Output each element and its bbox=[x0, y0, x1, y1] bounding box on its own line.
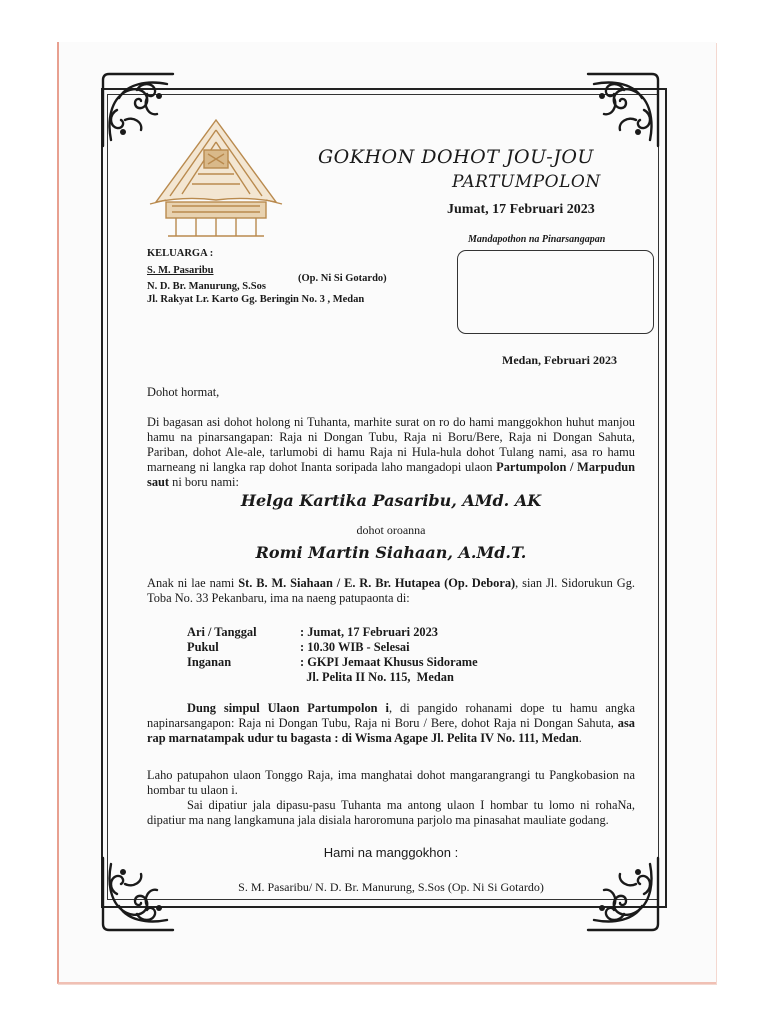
bride-name: Helga Kartika Pasaribu, AMd. AK bbox=[240, 491, 542, 510]
greeting: Dohot hormat, bbox=[147, 385, 220, 399]
event-date-header: Jumat, 17 Februari 2023 bbox=[447, 202, 595, 217]
detail-key-date: Ari / Tanggal bbox=[187, 625, 257, 639]
signature-label: Hami na manggokhon : bbox=[323, 845, 459, 860]
family-name-2: N. D. Br. Manurung, S.Sos bbox=[147, 281, 266, 292]
family-name-1: S. M. Pasaribu bbox=[147, 265, 214, 276]
batak-house-icon bbox=[146, 116, 286, 242]
invitation-title: GOKHON DOHOT JOU-JOU bbox=[318, 146, 594, 168]
detail-key-place: Inganan bbox=[187, 655, 232, 669]
detail-value-date: : Jumat, 17 Februari 2023 bbox=[300, 625, 439, 639]
family-label: KELUARGA : bbox=[147, 248, 214, 259]
family-address: Jl. Rakyat Lr. Karto Gg. Beringin No. 3 , Medan bbox=[147, 294, 365, 305]
invitation-paragraph-1: Di bagasan asi dohot holong ni Tuhanta, marhite surat on ro do hami manggokhon huhut manjou hamu na pinarsangapan: Raja ni Dongan Tubu, Raja ni Boru/Bere, Raja ni Dongan Sahuta, Pariban, dohot Ale-ale, tarlumobi di hamu Raja ni Hula-hula dohot Tulang nami, asa ro hamu marneang ni langka rap dohot Inanta soripada laho mangadopi ulaon Partumpolon / Marpudun saut ni boru nami: bbox=[147, 415, 636, 489]
corner-ornament-icon bbox=[582, 70, 664, 152]
signature-names: S. M. Pasaribu/ N. D. Br. Manurung, S.Sos (Op. Ni Si Gotardo) bbox=[238, 880, 544, 894]
invitation-subtitle: PARTUMPOLON bbox=[452, 172, 601, 192]
invitation-paragraph-2: Anak ni lae nami St. B. M. Siahaan / E. R. Br. Hutapea (Op. Debora), sian Jl. Sidorukun Gg. Toba No. 33 Pekanbaru, ima na naeng patupaonta di: bbox=[147, 576, 635, 605]
detail-key-time: Pukul bbox=[187, 640, 219, 654]
family-op-name: (Op. Ni Si Gotardo) bbox=[298, 273, 387, 284]
groom-name: Romi Martin Siahaan, A.Md.T. bbox=[255, 543, 527, 562]
invitation-paragraph-4: Laho patupahon ulaon Tonggo Raja, ima manghatai dohot mangarangrangi tu Pangkobasion na hombar tu ulaon i. Sai dipatiur jala dipasu-pasu Tuhanta ma antong ulaon I hombar tu lomo ni rohaNa, dipatiur ma nang langkamuna jala disiala haroromuna parjolo ma pinasahat mauliate godang. bbox=[147, 768, 635, 827]
detail-value-time: : 10.30 WIB - Selesai bbox=[300, 640, 410, 654]
with-text: dohot oroanna bbox=[356, 523, 426, 537]
detail-value-place-address: Jl. Pelita II No. 115, Medan bbox=[300, 670, 454, 684]
recipient-address-box bbox=[457, 250, 654, 334]
detail-value-place: : GKPI Jemaat Khusus Sidorame bbox=[300, 655, 478, 669]
address-box-label: Mandapothon na Pinarsangapan bbox=[468, 234, 606, 245]
invitation-paragraph-3: Dung simpul Ulaon Partumpolon i, di pangido rohanami dope tu hamu angka napinarsangapon: Raja ni Dongan Tubu, Raja ni Boru / Bere, dohot Raja ni Dongan Sahuta, asa rap marnatampak udur tu bagasta : di Wisma Agape Jl. Pelita IV No. 111, Medan. bbox=[147, 701, 635, 745]
place-date: Medan, Februari 2023 bbox=[502, 353, 617, 367]
